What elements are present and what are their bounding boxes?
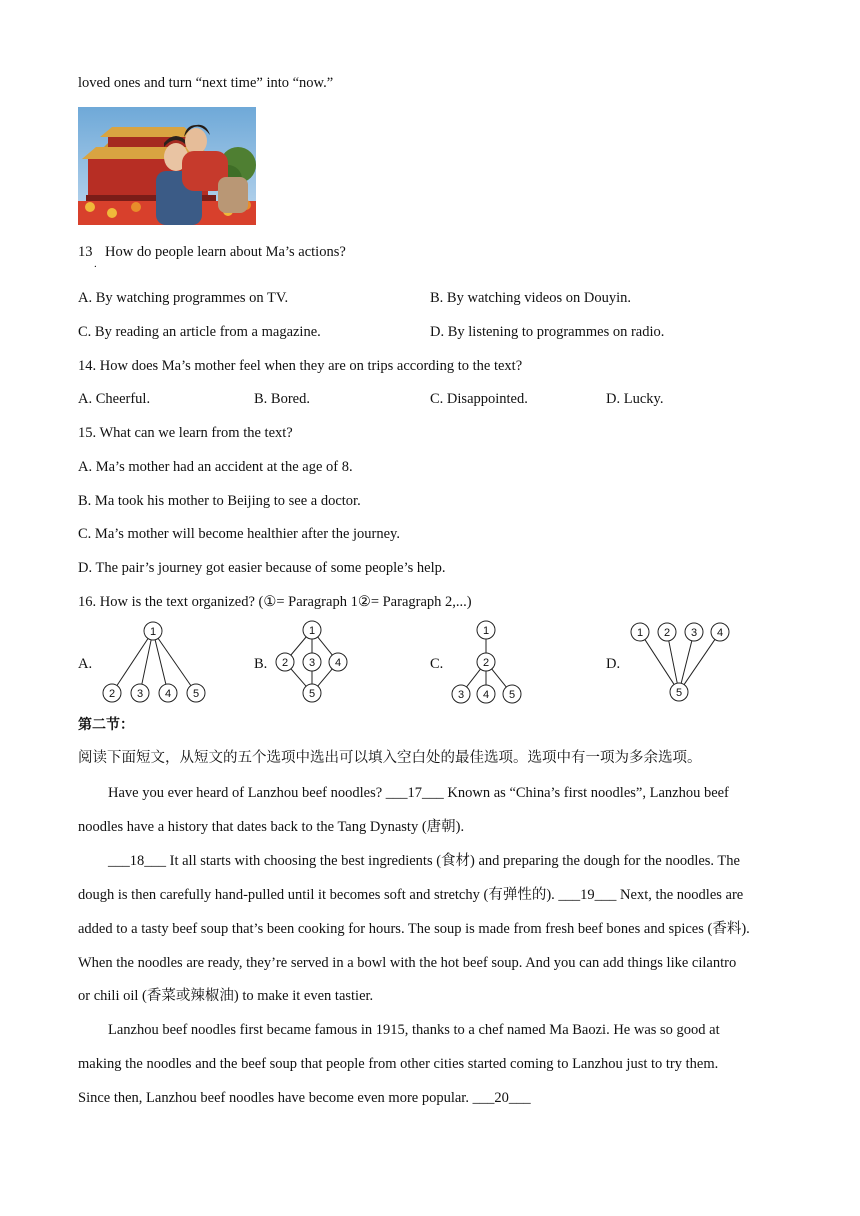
- diagram-b-node-label-2: 2: [281, 657, 289, 669]
- diagram-c-node-label-4: 4: [482, 689, 490, 701]
- passage-photo: [78, 107, 256, 225]
- diagram-c-node-label-2: 2: [482, 657, 490, 669]
- blank-17[interactable]: ___17___: [385, 785, 444, 801]
- q13-option-c[interactable]: C. By reading an article from a magazine.: [78, 324, 321, 340]
- diagram-c-edge: [467, 669, 481, 687]
- p1-line1-b: Known as “China’s first noodles”, Lanzhou beef: [447, 785, 729, 801]
- section-instruction: 阅读下面短文，从短文的五个选项中选出可以填入空白处的最佳选项。选项中有一项为多余选项。: [78, 750, 702, 766]
- q15-option-c[interactable]: C. Ma’s mother will become healthier after the journey.: [78, 526, 400, 542]
- p2-line2-b: Next, the noodles are: [620, 887, 744, 903]
- diagram-a-node-label-2: 2: [108, 688, 116, 700]
- diagram-b-node-label-3: 3: [308, 657, 316, 669]
- p1-line2: noodles have a history that dates back to the Tang Dynasty (唐朝).: [78, 819, 465, 835]
- diagram-a: [103, 622, 205, 702]
- diagram-c-node-label-3: 3: [457, 689, 465, 701]
- diagram-c: [452, 621, 521, 703]
- p2-line1: It all starts with choosing the best ingredients (食材) and preparing the dough for the noodles. The: [169, 853, 740, 869]
- q13-dot: .: [94, 258, 97, 270]
- p2-line5: or chili oil (香菜或辣椒油) to make it even tastier.: [78, 988, 374, 1004]
- diagram-b-edge: [291, 637, 306, 655]
- p3-line2: making the noodles and the beef soup that people from other cities started coming to Lanzhou just to try them.: [78, 1056, 719, 1072]
- diagram-c-edge: [492, 669, 507, 687]
- q15-option-d[interactable]: D. The pair’s journey got easier because of some people’s help.: [78, 560, 446, 576]
- q13-option-a[interactable]: A. By watching programmes on TV.: [78, 290, 289, 306]
- q16-option-c-label[interactable]: C.: [430, 656, 444, 672]
- q16-option-b-label[interactable]: B.: [254, 656, 268, 672]
- diagram-b-edge: [318, 669, 332, 686]
- diagram-d-node-label-2: 2: [663, 627, 671, 639]
- diagram-b: [276, 621, 347, 702]
- diagram-b-edge: [318, 637, 333, 655]
- diagram-a-node-label-1: 1: [149, 626, 157, 638]
- q13-option-b[interactable]: B. By watching videos on Douyin.: [430, 290, 631, 306]
- blank-19[interactable]: ___19___: [558, 887, 617, 903]
- blank-18[interactable]: ___18___: [108, 853, 166, 869]
- diagram-d-node-label-4: 4: [716, 627, 724, 639]
- p3-line1: Lanzhou beef noodles first became famous in 1915, thanks to a chef named Ma Baozi. He was so good at: [108, 1022, 720, 1038]
- p2-line2-a: dough is then carefully hand-pulled until it becomes soft and stretchy (有弹性的).: [78, 887, 555, 903]
- structure-diagrams: [0, 618, 860, 708]
- q13-number: 13: [78, 244, 93, 260]
- diagram-d-edge: [684, 639, 715, 684]
- q13-stem: How do people learn about Ma’s actions?: [105, 244, 346, 260]
- photo-illustration: [78, 107, 256, 225]
- p2-line4: When the noodles are ready, they’re served in a bowl with the hot beef soup. And you can add things like cilantro: [78, 955, 737, 971]
- diagram-d-edge: [669, 641, 677, 683]
- q16-option-d-label[interactable]: D.: [606, 656, 621, 672]
- q15-option-b[interactable]: B. Ma took his mother to Beijing to see a doctor.: [78, 493, 361, 509]
- diagram-d-node-label-1: 1: [636, 627, 644, 639]
- passage-tail: loved ones and turn “next time” into “now.”: [78, 75, 334, 91]
- q14-option-a[interactable]: A. Cheerful.: [78, 391, 151, 407]
- p2-line3: added to a tasty beef soup that’s been cooking for hours. The soup is made from fresh beef bones and spices (香料).: [78, 921, 750, 937]
- diagram-b-node-label-1: 1: [308, 625, 316, 637]
- diagram-a-edge: [158, 638, 191, 685]
- q14-option-d[interactable]: D. Lucky.: [606, 391, 664, 407]
- section-heading: 第二节：: [78, 717, 134, 733]
- blank-20[interactable]: ___20___: [472, 1090, 531, 1106]
- q15-option-a[interactable]: A. Ma’s mother had an accident at the age of 8.: [78, 459, 353, 475]
- diagram-b-node-label-4: 4: [334, 657, 342, 669]
- diagram-d-node-label-3: 3: [690, 627, 698, 639]
- diagram-c-node-label-5: 5: [508, 689, 516, 701]
- p1-line1-a: Have you ever heard of Lanzhou beef noodles?: [108, 785, 383, 801]
- diagram-d-node-label-5: 5: [675, 687, 683, 699]
- q14-stem: 14. How does Ma’s mother feel when they are on trips according to the text?: [78, 358, 523, 374]
- q16-option-a-label[interactable]: A.: [78, 656, 93, 672]
- diagram-d: [631, 623, 729, 701]
- diagram-b-node-label-5: 5: [308, 688, 316, 700]
- q13-option-d[interactable]: D. By listening to programmes on radio.: [430, 324, 665, 340]
- q14-option-b[interactable]: B. Bored.: [254, 391, 310, 407]
- q14-option-c[interactable]: C. Disappointed.: [430, 391, 528, 407]
- diagram-d-edge: [681, 641, 692, 684]
- diagram-c-node-label-1: 1: [482, 625, 490, 637]
- q15-stem: 15. What can we learn from the text?: [78, 425, 293, 441]
- q16-stem: 16. How is the text organized? (①= Paragraph 1②= Paragraph 2,...): [78, 594, 472, 610]
- p3-line3: Since then, Lanzhou beef noodles have become even more popular.: [78, 1090, 469, 1106]
- diagram-a-node-label-5: 5: [192, 688, 200, 700]
- diagram-a-node-label-3: 3: [136, 688, 144, 700]
- diagram-a-node-label-4: 4: [164, 688, 172, 700]
- diagram-b-edge: [291, 669, 306, 686]
